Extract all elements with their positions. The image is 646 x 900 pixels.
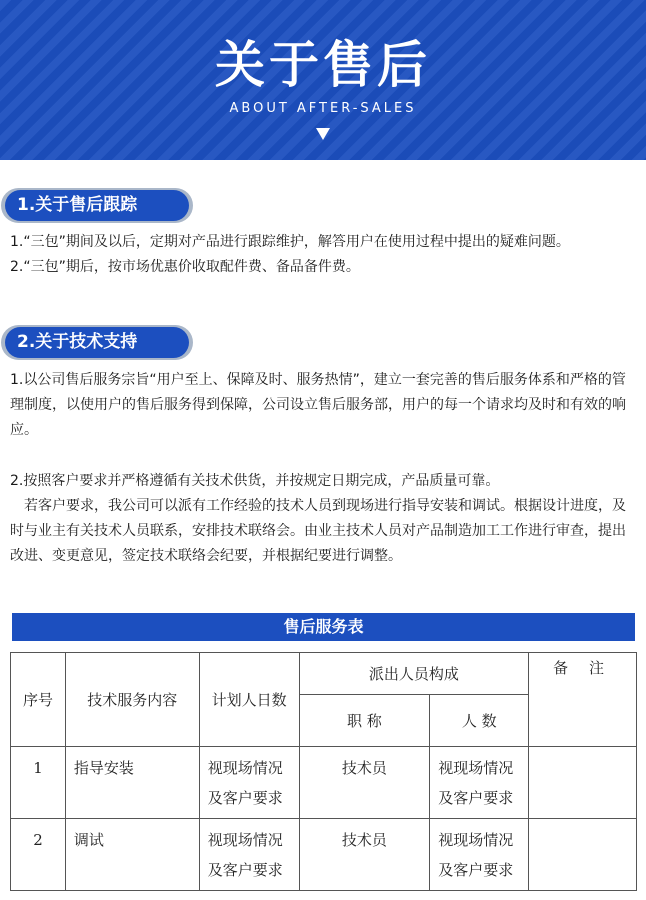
table-row [11, 747, 637, 819]
row1-position: 技术员 [299, 747, 430, 819]
section1-heading: 1.关于售后跟踪 [5, 190, 189, 221]
section2-para1: 1.以公司售后服务宗旨“用户至上、保障及时、服务热情”，建立一套完善的售后服务体系和严格的管理制度，以使用户的售后服务得到保障，公司设立售后服务部，用户的每一个请求均及时和有效的响应。 [10, 372, 626, 438]
row1-count: 视现场情况及客户要求 [430, 747, 529, 819]
header-seq: 序号 [11, 653, 66, 747]
row2-seq: 2 [11, 819, 66, 891]
row2-count: 视现场情况及客户要求 [430, 819, 529, 891]
header-dispatch: 派出人员构成 [299, 653, 529, 695]
section2-para2-line1: 2.按照客户要求并严格遵循有关技术供货，并按规定日期完成，产品质量可靠。 [10, 473, 500, 489]
page-title: 关于售后 [215, 36, 431, 94]
down-arrow-icon [316, 128, 330, 140]
row2-content: 调试 [65, 819, 199, 891]
row1-remark [529, 747, 637, 819]
section2-para2 [10, 469, 636, 569]
section2-heading: 2.关于技术支持 [5, 327, 189, 358]
section2-para2-line2: 若客户要求，我公司可以派有工作经验的技术人员到现场进行指导安装和调试。根据设计进度，及时与业主有关技术人员联系，安排技术联络会。由业主技术人员对产品制造加工工作进行审查，提出改进、变更意见，签定技术联络会纪要，并根据纪要进行调整。 [10, 498, 626, 564]
row2-plan-days: 视现场情况及客户要求 [199, 819, 299, 891]
section1-item-2: 2.“三包”期后，按市场优惠价收取配件费、备品备件费。 [10, 259, 360, 275]
header-count: 人 数 [430, 695, 529, 747]
header-content: 技术服务内容 [65, 653, 199, 747]
section1-body [10, 230, 636, 280]
header-plan-days: 计划人日数 [199, 653, 299, 747]
header-position: 职 称 [299, 695, 430, 747]
page-subtitle: ABOUT AFTER-SALES [229, 101, 417, 116]
row2-position: 技术员 [299, 819, 430, 891]
table-title: 售后服务表 [12, 613, 635, 641]
service-table [10, 652, 637, 891]
row1-content: 指导安装 [65, 747, 199, 819]
row2-remark [529, 819, 637, 891]
section1-item-1: 1.“三包”期间及以后，定期对产品进行跟踪维护，解答用户在使用过程中提出的疑难问题。 [10, 234, 570, 250]
row1-seq: 1 [11, 747, 66, 819]
header-remark: 备 注 [529, 653, 637, 747]
table-row [11, 819, 637, 891]
header-banner [0, 0, 646, 160]
row1-plan-days: 视现场情况及客户要求 [199, 747, 299, 819]
